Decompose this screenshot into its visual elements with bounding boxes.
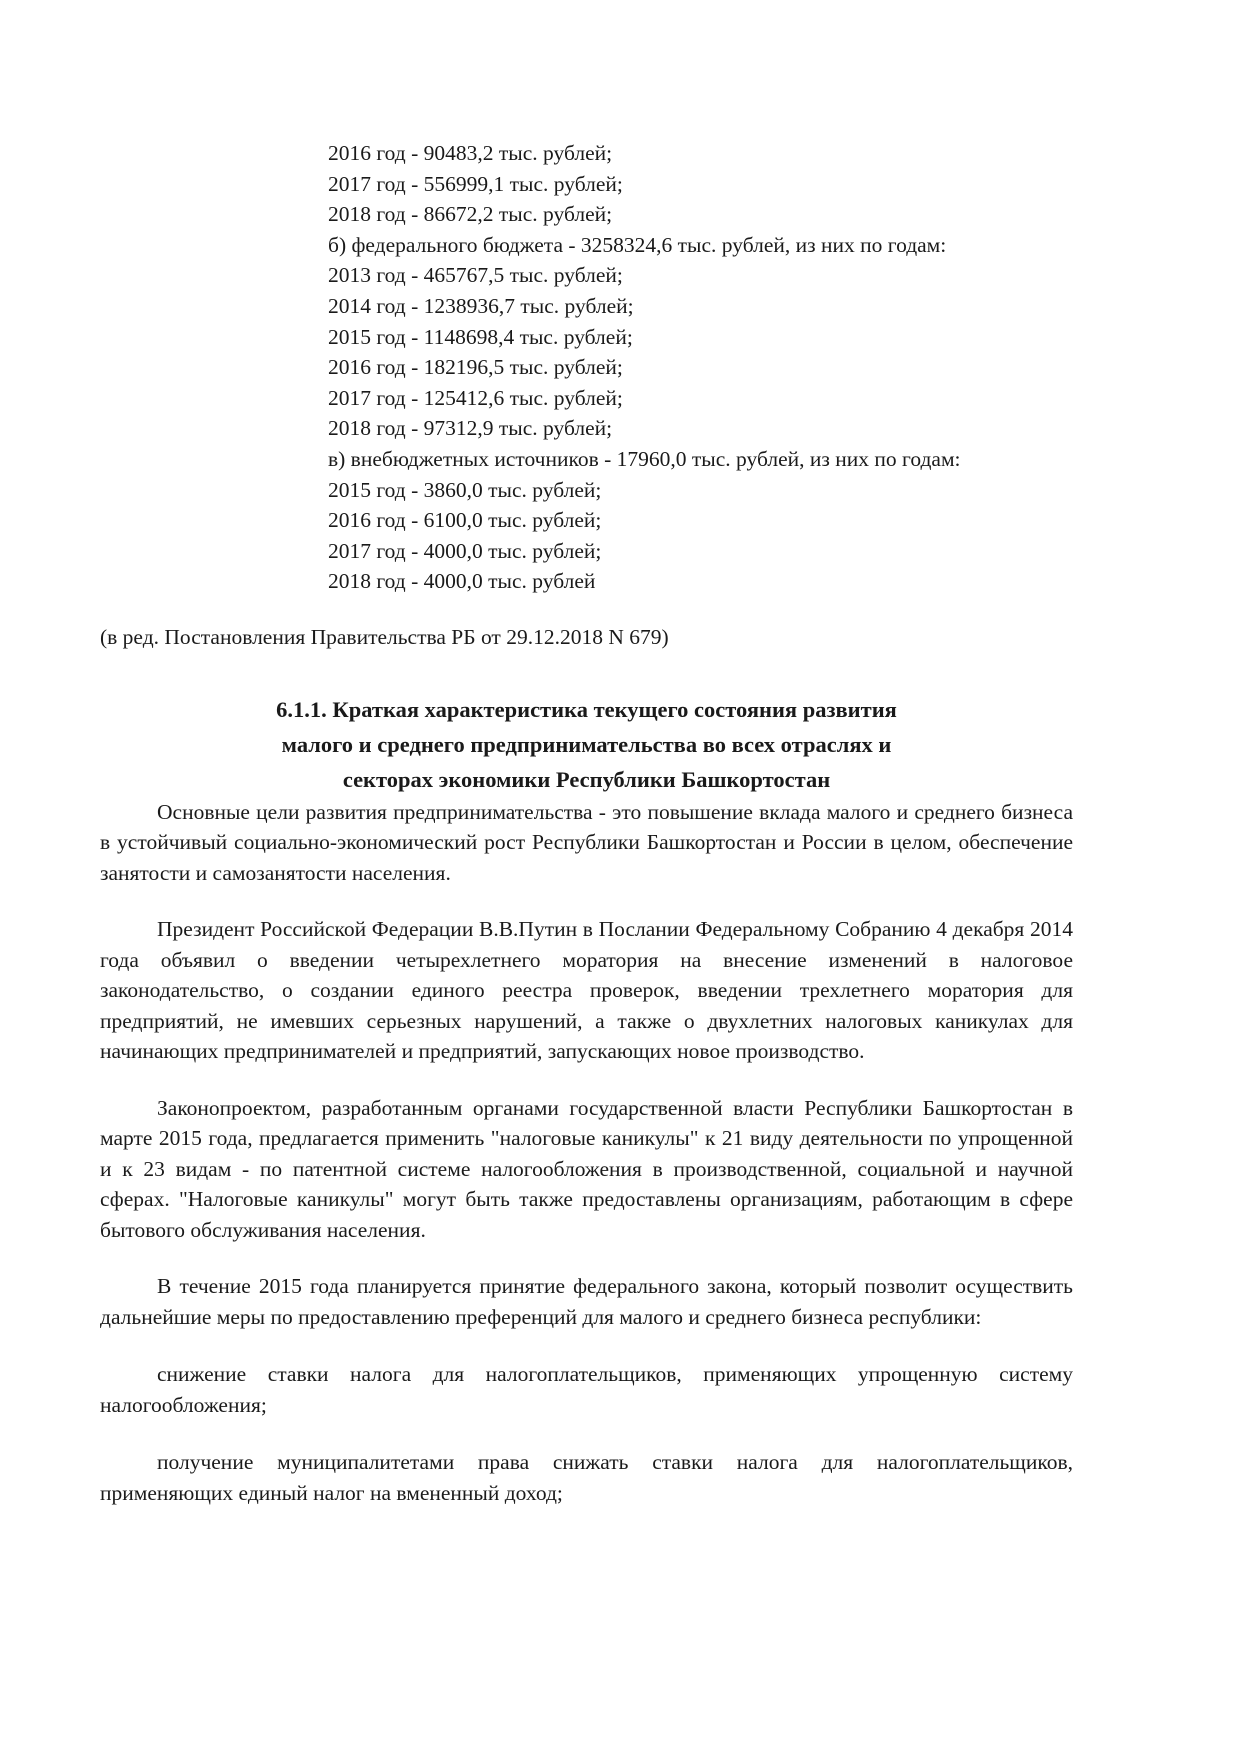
section-heading-line-3: секторах экономики Республики Башкортостан [342,766,831,792]
budget-source-extrabudgetary: в) внебюджетных источников - 17960,0 тыс. рублей, из них по годам: [328,446,961,471]
body-paragraph-tax-rate-reduction: снижение ставки налога для налогоплательщиков, применяющих упрощенную систему налогообложения; [100,1362,1073,1417]
body-paragraph-draft-law: Законопроектом, разработанным органами государственной власти Республики Башкортостан в марте 2015 года, предлагается применить "налоговые каникулы" к 21 виду деятельности по упрощенной и к 23 видам - по патентной системе налогообложения в производственной, социальной и научной сферах. "Налоговые каникулы" могут быть также предоставлены организациям, работающим в сфере бытового обслуживания населения. [100,1095,1073,1242]
budget-line: 2018 год - 97312,9 тыс. рублей; [328,416,613,441]
budget-line: 2016 год - 90483,2 тыс. рублей; [328,141,613,165]
budget-line: 2015 год - 1148698,4 тыс. рублей; [328,324,633,349]
budget-line: 2016 год - 6100,0 тыс. рублей; [328,508,602,533]
budget-line: 2018 год - 4000,0 тыс. рублей [328,569,596,594]
section-heading-line-2: малого и среднего предпринимательства во всех отраслях и [281,731,892,757]
budget-source-federal: б) федерального бюджета - 3258324,6 тыс. рублей, из них по годам: [328,232,947,257]
budget-line: 2014 год - 1238936,7 тыс. рублей; [328,293,634,318]
document-content [100,138,1073,1530]
body-paragraph-municipalities-right: получение муниципалитетами права снижать ставки налога для налогоплательщиков, применяющих единый налог на вмененный доход; [100,1450,1073,1505]
budget-line: 2015 год - 3860,0 тыс. рублей; [328,477,602,502]
body-paragraph-goals: Основные цели развития предпринимательства - это повышение вклада малого и среднего бизнеса в устойчивый социально-экономический рост Республики Башкортостан и России в целом, обеспечение занятости и самозанятости населения. [100,799,1073,885]
budget-line: 2017 год - 125412,6 тыс. рублей; [328,385,623,410]
budget-line: 2017 год - 556999,1 тыс. рублей; [328,171,623,196]
budget-line: 2018 год - 86672,2 тыс. рублей; [328,202,613,227]
body-paragraph-president-address: Президент Российской Федерации В.В.Путин в Послании Федеральному Собранию 4 декабря 2014 года объявил о введении четырехлетнего моратория на внесение изменений в налоговое законодательство, о создании единого реестра проверок, введении трехлетнего моратория для предприятий, не имевших серьезных нарушений, а также о двухлетних налоговых каникулах для начинающих предпринимателей и предприятий, запускающих новое производство. [100,917,1073,1064]
section-heading [100,692,1073,797]
section-heading-line-1: 6.1.1. Краткая характеристика текущего состояния развития [276,696,897,722]
budget-line: 2013 год - 465767,5 тыс. рублей; [328,263,623,288]
editorial-revision-note: (в ред. Постановления Правительства РБ от 29.12.2018 N 679) [100,624,669,649]
budget-line: 2017 год - 4000,0 тыс. рублей; [328,538,602,563]
budget-years-block [328,138,1073,597]
budget-line: 2016 год - 182196,5 тыс. рублей; [328,355,623,380]
body-paragraph-federal-law-2015: В течение 2015 года планируется принятие федерального закона, который позволит осуществить дальнейшие меры по предоставлению преференций для малого и среднего бизнеса республики: [100,1274,1073,1329]
